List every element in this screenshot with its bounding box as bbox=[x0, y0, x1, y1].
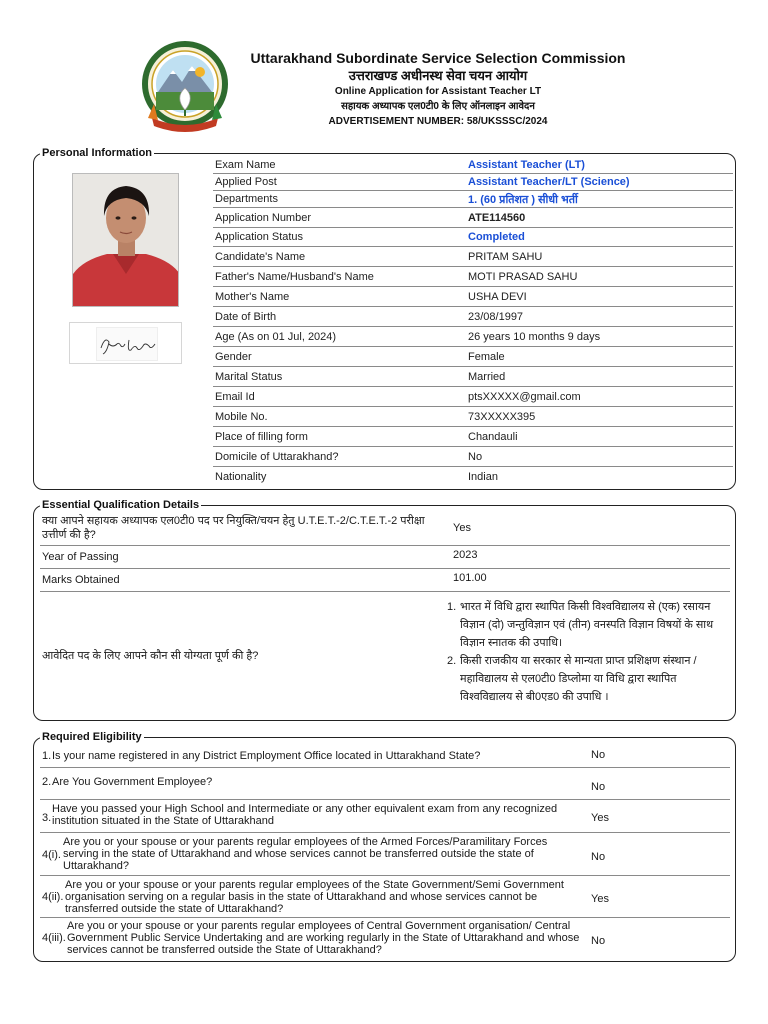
table-row bbox=[213, 327, 733, 347]
table-row bbox=[213, 307, 733, 327]
table-row: 1. Is your name registered in any District Employment Office located in Uttarakhand State? No bbox=[40, 744, 730, 768]
required-eligibility-section bbox=[33, 731, 736, 962]
list-item: 2. किसी राजकीय या सरकार से मान्यता प्राप्त प्रशिक्षण संस्थान / महाविद्यालय से एल0टी0 डिप्लोमा या विधि द्वारा स्थापित विश्वविद्यालय से बी0एड0 की उपाधि । bbox=[447, 655, 697, 703]
signature-frame bbox=[69, 322, 182, 364]
candidate-photo bbox=[72, 173, 179, 307]
field-label: Applied Post bbox=[215, 176, 277, 188]
father-name-value: MOTI PRASAD SAHU bbox=[468, 270, 578, 283]
field-label: Departments bbox=[215, 193, 278, 205]
table-row bbox=[40, 546, 730, 569]
qualification-list bbox=[447, 598, 715, 706]
eligibility-answer: No bbox=[591, 781, 606, 793]
candidate-name-value: PRITAM SAHU bbox=[468, 250, 543, 263]
table-row bbox=[40, 569, 730, 592]
table-row: 4(i). Are you or your spouse or your parents regular employees of the Armed Forces/Paramilitary Forces serving in the state of Uttarakhand and whose services cannot be transferred outside the state of Uttarakhand? No bbox=[40, 833, 730, 876]
section-legend: Required Eligibility bbox=[42, 731, 142, 743]
eligibility-answer: Yes bbox=[591, 812, 609, 824]
table-row bbox=[213, 287, 733, 307]
table-row bbox=[213, 367, 733, 387]
year-label: Year of Passing bbox=[42, 551, 119, 563]
eligibility-question: Are You Government Employee? bbox=[52, 776, 213, 788]
section-legend: Personal Information bbox=[42, 147, 153, 159]
eligibility-question: Have you passed your High School and Intermediate or any other equivalent exam from any recognized institution situated in the State of Uttarakhand bbox=[52, 803, 558, 827]
table-row bbox=[40, 512, 730, 546]
table-row bbox=[213, 387, 733, 407]
signature-image bbox=[96, 327, 158, 361]
field-label: Domicile of Uttarakhand? bbox=[215, 450, 339, 463]
year-value: 2023 bbox=[453, 549, 478, 561]
application-status-badge: Completed bbox=[468, 231, 525, 243]
personal-details-table bbox=[213, 156, 733, 487]
tet-question: क्या आपने सहायक अध्यापक एल0टी0 पद पर नियुक्ति/चयन हेतु U.T.E.T.-2/C.T.E.T.-2 परीक्षा उत्तीर्ण की है? bbox=[42, 515, 425, 541]
field-label: Application Number bbox=[215, 211, 311, 224]
field-label: Age (As on 01 Jul, 2024) bbox=[215, 330, 337, 343]
dob-value: 23/08/1997 bbox=[468, 310, 524, 323]
field-label: Application Status bbox=[215, 231, 304, 243]
field-label: Mobile No. bbox=[215, 410, 268, 423]
table-row bbox=[213, 228, 733, 247]
eligibility-question: Are you or your spouse or your parents regular employees of the State Government/Semi Government organisation serving on a regular basis in the state of Uttarakhand and whose services cannot be transferred outside the state of Uttarakhand? bbox=[65, 879, 564, 915]
eligibility-answer: No bbox=[591, 935, 606, 947]
page-header bbox=[0, 0, 768, 145]
table-row bbox=[213, 191, 733, 208]
place-value: Chandauli bbox=[468, 430, 518, 443]
email-value: ptsXXXXX@gmail.com bbox=[468, 390, 581, 403]
table-row bbox=[213, 427, 733, 447]
field-label: Place of filling form bbox=[215, 430, 308, 443]
section-legend: Essential Qualification Details bbox=[42, 499, 200, 511]
commission-logo-icon bbox=[138, 40, 232, 136]
eligibility-answer: Yes bbox=[591, 893, 609, 905]
eligibility-question: Are you or your spouse or your parents regular employees of the Armed Forces/Paramilitary Forces serving in the state of Uttarakhand and whose services cannot be transferred outside the state of Uttarakhand? bbox=[63, 836, 548, 872]
table-row: 4(iii). Are you or your spouse or your parents regular employees of Central Government organisation/ Central Government Public Service Undertaking and are working regularly in the State of Uttarakhand and whose services cannot be transferred outside the State of Uttarakhand? No bbox=[42, 920, 606, 956]
header-text bbox=[238, 50, 638, 129]
gender-value: Female bbox=[468, 350, 505, 363]
marks-label: Marks Obtained bbox=[42, 574, 120, 586]
tet-answer: Yes bbox=[453, 522, 471, 534]
table-row bbox=[213, 407, 733, 427]
table-row bbox=[213, 156, 733, 174]
table-row bbox=[213, 208, 733, 228]
departments-value: 1. (60 प्रतिशत ) सीधी भर्ती bbox=[468, 193, 578, 206]
application-subtitle: Online Application for Assistant Teacher LT bbox=[334, 86, 542, 97]
field-label: Candidate's Name bbox=[215, 250, 306, 263]
table-row: 4(ii). Are you or your spouse or your parents regular employees of the State Government/Semi Government organisation serving on a regular basis in the state of Uttarakhand and whose services cannot be transferred outside the state of Uttarakhand? Yes bbox=[40, 876, 730, 918]
commission-title-hindi: उत्तराखण्ड अधीनस्थ सेवा चयन आयोग bbox=[348, 68, 528, 83]
advertisement-number: ADVERTISEMENT NUMBER: 58/UKSSSC/2024 bbox=[328, 116, 548, 127]
field-label: Exam Name bbox=[215, 158, 276, 171]
nationality-value: Indian bbox=[468, 471, 498, 483]
mother-name-value: USHA DEVI bbox=[468, 290, 527, 303]
marital-status-value: Married bbox=[468, 370, 506, 383]
list-item: 1. भारत में विधि द्वारा स्थापित किसी विश्वविद्यालय से (एक) रसायन विज्ञान (दो) जन्तुविज्ञान एवं (तीन) वनस्पति विज्ञान विषयों के साथ विज्ञान स्नातक की उपाधि। bbox=[447, 601, 714, 649]
applied-post-value: Assistant Teacher/LT (Science) bbox=[468, 176, 630, 188]
field-label: Gender bbox=[215, 350, 252, 363]
table-row bbox=[213, 347, 733, 367]
qualification-question: आवेदित पद के लिए आपने कौन सी योग्यता पूर्ण की है? bbox=[42, 650, 259, 662]
mobile-value: 73XXXXX395 bbox=[468, 410, 536, 423]
table-row: 3. Have you passed your High School and Intermediate or any other equivalent exam from any recognized institution situated in the State of Uttarakhand Yes bbox=[40, 800, 730, 833]
eligibility-question: Is your name registered in any District Employment Office located in Uttarakhand State? bbox=[52, 750, 481, 762]
essential-qualification-section bbox=[33, 499, 736, 721]
field-label: Mother's Name bbox=[215, 290, 290, 303]
field-label: Marital Status bbox=[215, 370, 283, 383]
age-value: 26 years 10 months 9 days bbox=[468, 330, 601, 343]
table-row bbox=[213, 247, 733, 267]
eligibility-answer: No bbox=[591, 749, 606, 761]
field-label: Nationality bbox=[215, 471, 267, 483]
personal-information-section bbox=[33, 147, 736, 490]
table-row bbox=[213, 447, 733, 467]
table-row bbox=[213, 174, 733, 191]
field-label: Father's Name/Husband's Name bbox=[215, 270, 374, 283]
application-number-value: ATE114560 bbox=[468, 211, 526, 224]
table-row bbox=[213, 267, 733, 287]
eligibility-question: Are you or your spouse or your parents regular employees of Central Government organisation/ Central Government Public Service Undertaking and are working regularly in the State of Uttarakhand and whose services cannot be transferred outside the State of Uttarakhand? bbox=[67, 920, 580, 956]
application-subtitle-hindi: सहायक अध्यापक एल0टी0 के लिए ऑनलाइन आवेदन bbox=[341, 101, 535, 112]
eligibility-answer: No bbox=[591, 851, 606, 863]
table-row: 2. Are You Government Employee? No bbox=[40, 768, 730, 800]
field-label: Email Id bbox=[215, 390, 255, 403]
marks-value: 101.00 bbox=[453, 572, 487, 584]
exam-name-value: Assistant Teacher (LT) bbox=[468, 158, 585, 171]
field-label: Date of Birth bbox=[215, 310, 277, 323]
table-row bbox=[213, 467, 733, 487]
domicile-value: No bbox=[468, 450, 483, 463]
commission-title: Uttarakhand Subordinate Service Selection Commission bbox=[250, 50, 626, 66]
